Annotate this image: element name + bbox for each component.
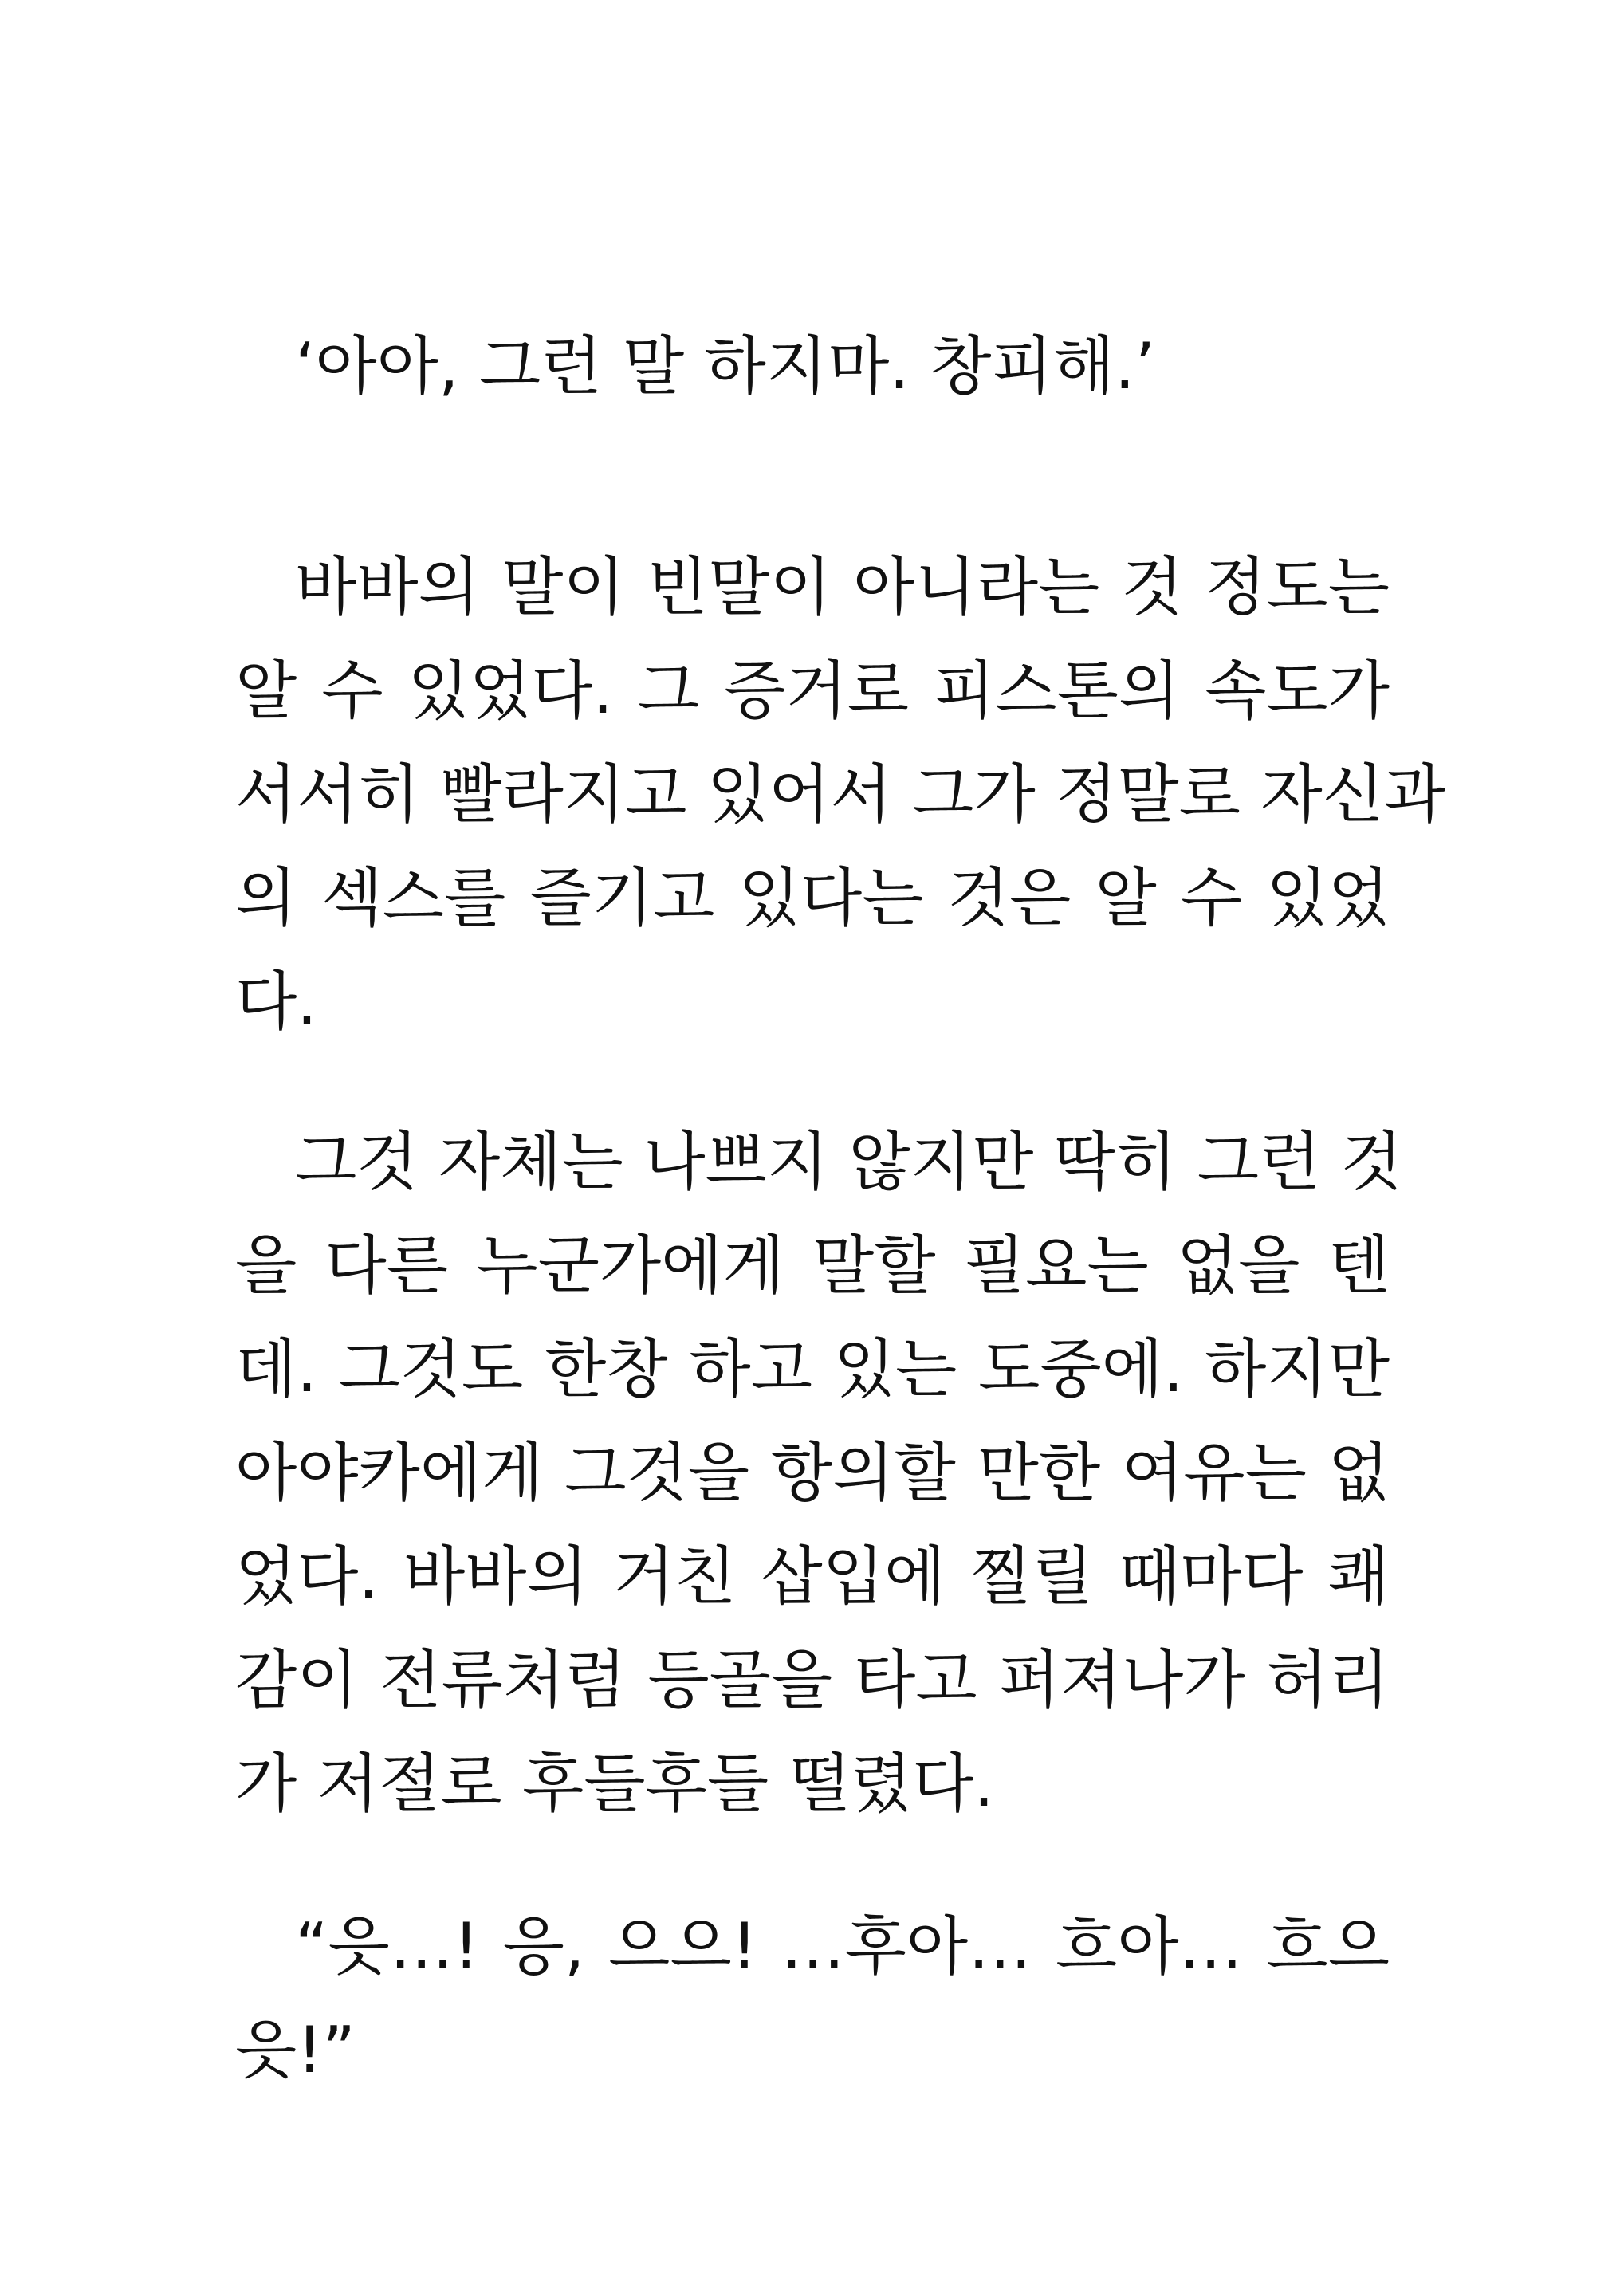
paragraph-line: 바바의 말이 빈말이 아니라는 것 정도는: [295, 550, 1390, 624]
paragraph-line: 그것 자체는 나쁘지 않지만 딱히 그런 것: [295, 1125, 1403, 1199]
paragraph-line: 었다. 바바의 거친 삽입에 찔릴 때마다 쾌: [235, 1539, 1390, 1614]
paragraph-2: [235, 536, 1446, 1054]
paragraph-line: 을 다른 누군가에게 말할 필요는 없을 텐: [235, 1229, 1390, 1303]
paragraph-line: 의 섹스를 즐기고 있다는 것은 알 수 있었: [235, 861, 1390, 935]
paragraph-1: [235, 315, 1390, 419]
paragraph-4: [235, 1895, 1390, 2102]
paragraph-line: ‘아아, 그런 말 하지마. 창피해.’: [295, 329, 1155, 403]
paragraph-line: 서서히 빨라지고 있어서 그가 정말로 자신과: [235, 757, 1446, 832]
paragraph-line: 알 수 있었다. 그 증거로 피스톤의 속도가: [235, 654, 1390, 728]
paragraph-line: “읏…! 응, 으으! …후아… 흐아… 흐으: [295, 1909, 1390, 1983]
paragraph-line: 아야카에게 그것을 항의할 만한 여유는 없: [235, 1436, 1390, 1510]
paragraph-line: 읏!”: [235, 2013, 356, 2087]
paragraph-line: 감이 전류처럼 등골을 타고 퍼져나가 허리: [235, 1643, 1390, 1717]
paragraph-3: [235, 1111, 1403, 1836]
paragraph-line: 다.: [235, 965, 317, 1039]
paragraph-line: 데. 그것도 한창 하고 있는 도중에. 하지만: [235, 1332, 1390, 1406]
paragraph-line: 가 저절로 후들후들 떨렸다.: [235, 1747, 994, 1821]
